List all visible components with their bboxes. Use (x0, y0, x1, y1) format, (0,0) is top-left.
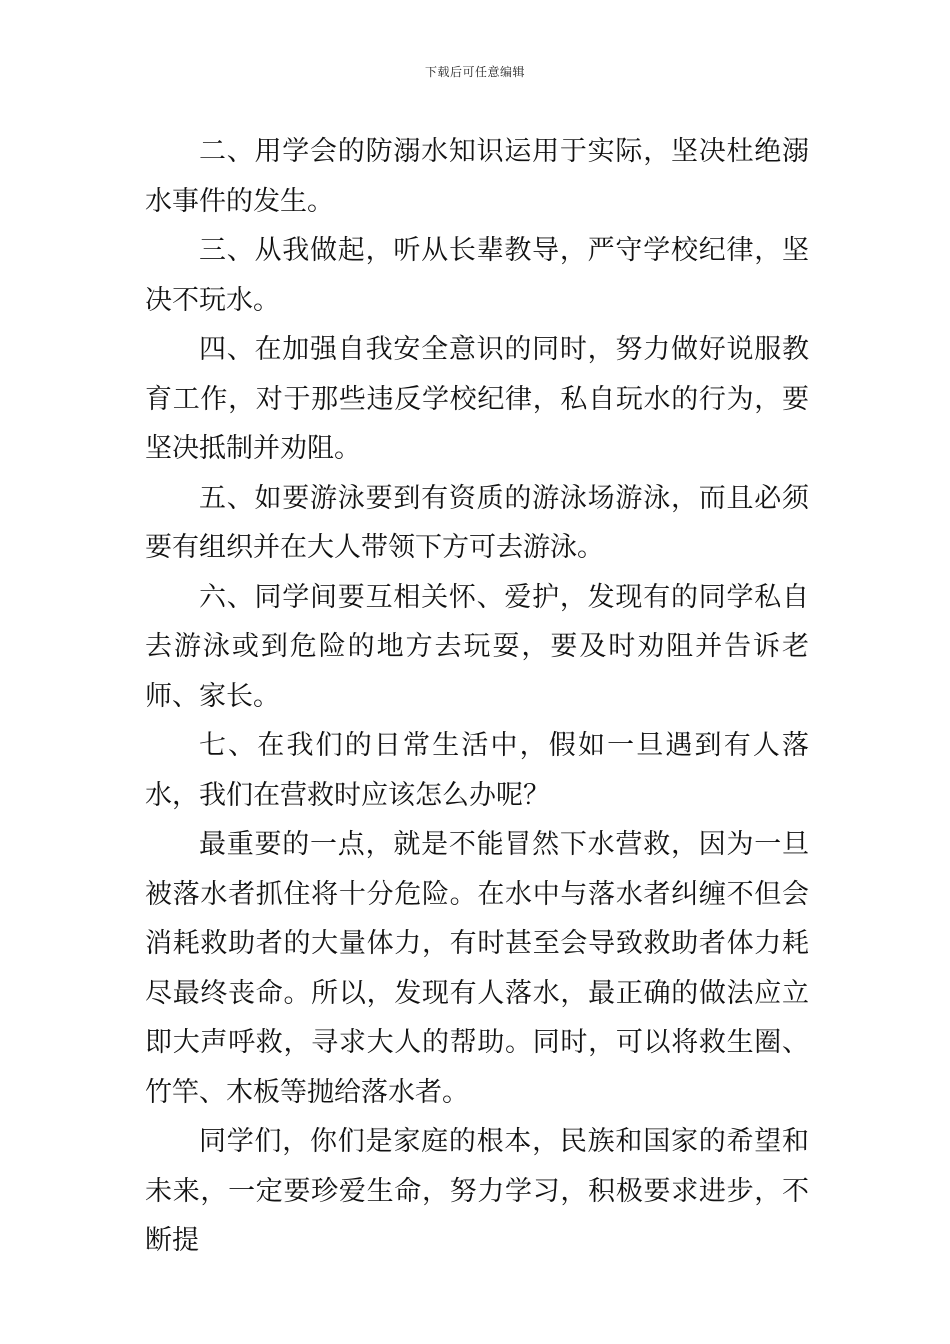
paragraph-3: 三、从我做起，听从长辈教导，严守学校纪律，坚决不玩水。 (145, 235, 809, 316)
paragraph-5: 五、如要游泳要到有资质的游泳场游泳，而且必须要有组织并在大人带领下方可去游泳。 (145, 482, 809, 563)
paragraph-closing: 同学们，你们是家庭的根本，民族和国家的希望和未来，一定要珍爱生命，努力学习，积极要求进步，不断提 (145, 1126, 809, 1256)
paragraph-7: 七、在我们的日常生活中，假如一旦遇到有人落水，我们在营救时应该怎么办呢？ (145, 730, 809, 811)
paragraph-rescue-advice: 最重要的一点，就是不能冒然下水营救，因为一旦被落水者抓住将十分危险。在水中与落水者纠缠不但会消耗救助者的大量体力，有时甚至会导致救助者体力耗尽最终丧命。所以，发现有人落水，最正确的做法应立即大声呼救，寻求大人的帮助。同时，可以将救生圈、竹竿、木板等抛给落水者。 (145, 829, 809, 1108)
paragraph-6: 六、同学间要互相关怀、爱护，发现有的同学私自去游泳或到危险的地方去玩耍，要及时劝阻并告诉老师、家长。 (145, 581, 809, 712)
page-header: 下载后可任意编辑 (424, 65, 525, 79)
document-body (145, 127, 809, 1266)
paragraph-2: 二、用学会的防溺水知识运用于实际，坚决杜绝溺水事件的发生。 (145, 136, 809, 217)
paragraph-4: 四、在加强自我安全意识的同时，努力做好说服教育工作，对于那些违反学校纪律，私自玩水的行为，要坚决抵制并劝阻。 (145, 334, 809, 464)
